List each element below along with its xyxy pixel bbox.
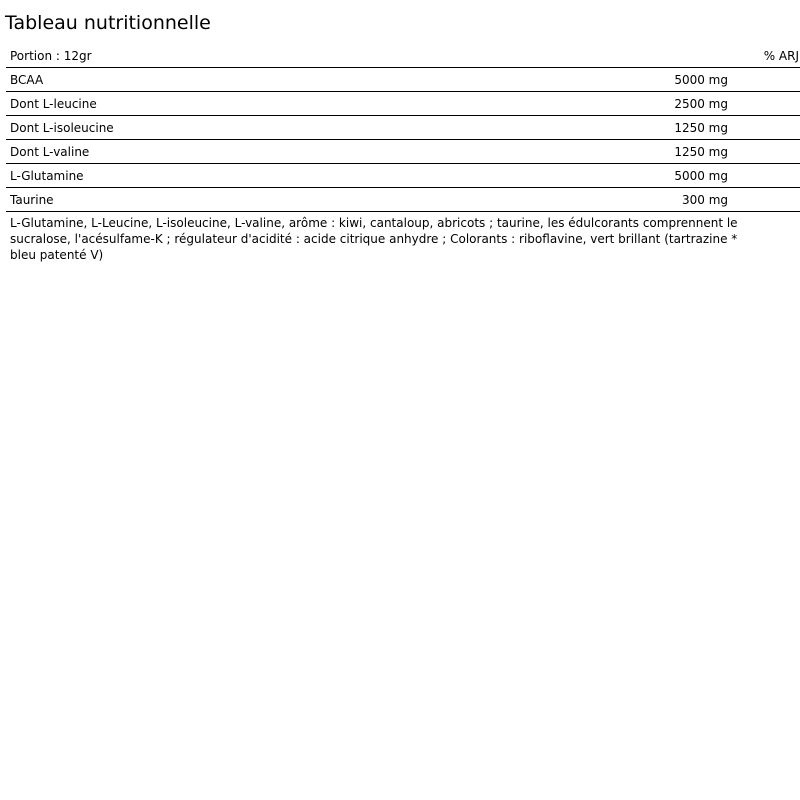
table-row bbox=[6, 188, 800, 212]
table-row bbox=[6, 68, 800, 92]
nutrient-quantity: 300 mg bbox=[604, 188, 732, 212]
nutrition-table bbox=[6, 44, 800, 212]
quantity-header bbox=[604, 44, 732, 68]
nutrient-quantity: 1250 mg bbox=[604, 140, 732, 164]
arj-header: % ARJ bbox=[732, 44, 800, 68]
nutrient-quantity: 5000 mg bbox=[604, 68, 732, 92]
nutrient-name: BCAA bbox=[6, 68, 604, 92]
nutrient-arj bbox=[732, 164, 800, 188]
ingredients-text: L-Glutamine, L-Leucine, L-isoleucine, L-valine, arôme : kiwi, cantaloup, abricots ; taurine, les édulcorants comprennent le sucralose, l'acésulfame-K ; régulateur d'acidité : acide citrique anhydre ; Colorants : riboflavine, vert brillant (tartrazine * bleu patenté V) bbox=[10, 216, 738, 262]
table-row bbox=[6, 92, 800, 116]
table-row bbox=[6, 164, 800, 188]
nutrient-name: Dont L-isoleucine bbox=[6, 116, 604, 140]
nutrient-quantity: 2500 mg bbox=[604, 92, 732, 116]
nutrient-arj bbox=[732, 140, 800, 164]
nutrient-name: Dont L-leucine bbox=[6, 92, 604, 116]
portion-header: Portion : 12gr bbox=[6, 44, 604, 68]
nutrient-arj bbox=[732, 68, 800, 92]
nutrient-name: L-Glutamine bbox=[6, 164, 604, 188]
table-header-row bbox=[6, 44, 800, 68]
nutrient-name: Dont L-valine bbox=[6, 140, 604, 164]
page-title: Tableau nutritionnelle bbox=[5, 12, 211, 34]
table-row bbox=[6, 140, 800, 164]
nutrient-arj bbox=[732, 188, 800, 212]
nutrient-quantity: 1250 mg bbox=[604, 116, 732, 140]
nutrient-arj bbox=[732, 116, 800, 140]
table-row bbox=[6, 116, 800, 140]
nutrient-quantity: 5000 mg bbox=[604, 164, 732, 188]
nutrient-name: Taurine bbox=[6, 188, 604, 212]
nutrient-arj bbox=[732, 92, 800, 116]
